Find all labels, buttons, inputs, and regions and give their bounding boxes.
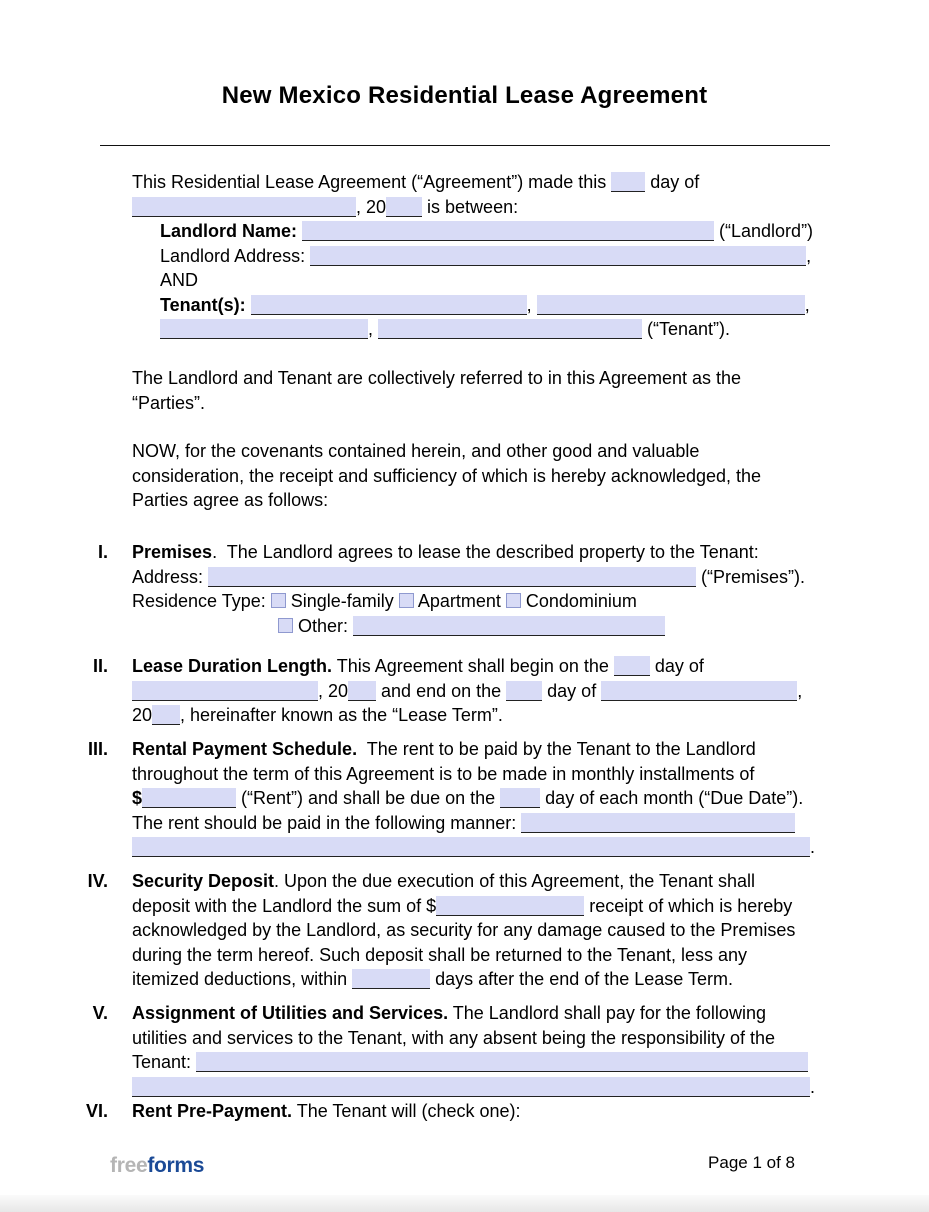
text-run: (“Landlord”) — [714, 221, 814, 241]
text-line — [160, 317, 832, 342]
text-line — [160, 244, 832, 269]
residence-type-label: Residence Type: — [132, 591, 271, 611]
section-lease-duration — [84, 654, 844, 728]
section-rental-payment — [84, 737, 844, 860]
section-title: Security Deposit — [132, 871, 275, 891]
document-title: New Mexico Residential Lease Agreement — [221, 82, 708, 109]
deposit-return-days-blank[interactable] — [352, 969, 430, 989]
landlord-address-label: Landlord Address: — [160, 245, 311, 266]
text-run: days after the end of the Lease Term. — [430, 969, 733, 989]
section-title: Lease Duration Length. — [132, 656, 333, 676]
section-title: Rent Pre-Payment. — [132, 1101, 293, 1121]
start-day-blank[interactable] — [614, 656, 650, 676]
year-blank[interactable] — [386, 197, 422, 217]
payment-manner-blank-1[interactable] — [521, 813, 795, 833]
text-line — [132, 170, 832, 195]
utilities-blank-1[interactable] — [196, 1052, 808, 1072]
text-line — [160, 268, 832, 293]
text-run: , — [368, 319, 379, 339]
text-run: day of each month (“Due Date”). — [540, 788, 804, 808]
text-run: , hereinafter known as the “Lease Term”. — [180, 705, 503, 725]
text-run: receipt of which is hereby — [584, 895, 793, 916]
text-line: during the term hereof. Such deposit shall be returned to the Tenant, less any — [132, 944, 748, 965]
text-line — [132, 869, 844, 894]
page-bottom-edge — [0, 1195, 929, 1212]
text-run: , 20 — [356, 196, 387, 217]
text-run: , — [804, 294, 810, 315]
text-run: . — [810, 1076, 816, 1097]
text-line — [132, 1099, 844, 1124]
logo-text-forms: forms — [147, 1154, 205, 1177]
text-line — [278, 614, 844, 639]
text-run: and end on the — [376, 680, 507, 701]
text-line: Parties agree as follows: — [132, 490, 329, 510]
start-year-blank[interactable] — [348, 681, 376, 701]
text-run: The rent should be paid in the following manner: — [132, 812, 522, 833]
logo-text-free: free — [110, 1154, 148, 1177]
section-utilities — [84, 1001, 844, 1099]
landlord-name-label: Landlord Name: — [160, 221, 303, 241]
text-run: , — [806, 245, 812, 266]
text-run: itemized deductions, within — [132, 969, 353, 989]
deposit-amount-blank[interactable] — [436, 896, 584, 916]
text-line — [132, 654, 844, 679]
text-line: The Landlord and Tenant are collectively referred to in this Agreement as the — [132, 368, 742, 388]
tenant-label: Tenant: — [132, 1052, 197, 1072]
tenants-label: Tenant(s): — [160, 294, 251, 315]
text-run: is between: — [422, 196, 519, 217]
text-line — [132, 894, 844, 919]
text-run: . Upon the due execution of this Agreement, the Tenant shall — [274, 871, 756, 891]
text-run: (“Rent”) and shall be due on the — [236, 788, 501, 808]
text-run: , — [526, 294, 537, 315]
and-label: AND — [160, 270, 199, 290]
section-premises — [84, 540, 844, 638]
start-month-blank[interactable] — [132, 681, 318, 701]
text-run: The Landlord shall pay for the following — [448, 1003, 766, 1023]
freeforms-logo[interactable] — [110, 1154, 204, 1179]
section-number: III. — [87, 739, 108, 759]
section-rent-prepayment — [84, 1099, 844, 1124]
text-line — [132, 195, 832, 220]
text-line: utilities and services to the Tenant, with any absent being the responsibility of the — [132, 1027, 776, 1048]
title-divider — [100, 145, 830, 146]
consideration-paragraph — [132, 439, 832, 513]
address-label: Address: — [132, 566, 209, 587]
text-run: The rent to be paid by the Tenant to the Landlord — [357, 739, 756, 759]
section-number: I. — [97, 542, 108, 562]
text-run: day of — [542, 680, 602, 701]
text-line — [132, 786, 844, 811]
section-number: IV. — [87, 871, 108, 891]
other-label: Other: — [293, 615, 354, 636]
text-run: , 20 — [318, 680, 349, 701]
text-line — [132, 1001, 844, 1026]
text-line: NOW, for the covenants contained herein, and other good and valuable — [132, 441, 700, 461]
text-run: day of — [645, 172, 700, 192]
single-family-label: Single-family — [285, 591, 399, 611]
text-run: . The Landlord agrees to lease the described property to the Tenant: — [212, 542, 759, 562]
text-line: consideration, the receipt and sufficiency of which is hereby acknowledged, the — [132, 465, 762, 486]
checkbox-condominium[interactable] — [506, 593, 521, 608]
text-line — [132, 967, 844, 992]
due-day-blank[interactable] — [500, 788, 540, 808]
text-line — [132, 1075, 844, 1100]
payment-manner-blank-2[interactable] — [132, 837, 810, 857]
page-indicator: Page 1 of 8 — [708, 1153, 795, 1172]
premises-address-blank[interactable] — [208, 567, 696, 587]
section-title: Assignment of Utilities and Services. — [132, 1003, 449, 1023]
text-run: day of — [649, 656, 704, 676]
text-line — [132, 540, 844, 565]
text-line — [160, 293, 832, 318]
tenant1-blank[interactable] — [251, 295, 527, 315]
landlord-address-blank[interactable] — [310, 246, 806, 266]
dollar-sign: $ — [132, 788, 143, 808]
text-line — [132, 1050, 844, 1075]
text-line — [132, 811, 844, 836]
month-blank[interactable] — [132, 197, 356, 217]
rent-amount-blank[interactable] — [142, 788, 236, 808]
apartment-label: Apartment — [413, 591, 506, 611]
section-number: V. — [92, 1003, 108, 1023]
text-line — [160, 219, 832, 244]
section-number: VI. — [85, 1101, 108, 1121]
end-month-blank[interactable] — [601, 681, 797, 701]
text-line — [132, 703, 844, 728]
text-run: deposit with the Landlord the sum of $ — [132, 895, 437, 916]
landlord-name-blank[interactable] — [302, 221, 714, 241]
text-run: (“Tenant”). — [642, 319, 731, 339]
text-line — [132, 737, 844, 762]
text-run: This Residential Lease Agreement (“Agreement”) made this — [132, 172, 612, 192]
condominium-label: Condominium — [520, 591, 637, 611]
text-run: 20 — [132, 705, 153, 725]
section-security-deposit — [84, 869, 844, 992]
text-line — [132, 589, 844, 614]
section-title: Premises — [132, 542, 213, 562]
parties-paragraph — [132, 366, 832, 415]
tenant4-blank[interactable] — [378, 319, 642, 339]
text-line: throughout the term of this Agreement is to be made in monthly installments of — [132, 763, 755, 784]
text-line: “Parties”. — [132, 392, 206, 413]
end-day-blank[interactable] — [506, 681, 542, 701]
other-residence-blank[interactable] — [353, 616, 665, 636]
end-year-blank[interactable] — [152, 705, 180, 725]
day-of-month-blank[interactable] — [611, 172, 645, 192]
text-line: acknowledged by the Landlord, as security for any damage caused to the Premises — [132, 920, 796, 940]
section-title: Rental Payment Schedule. — [132, 739, 358, 759]
section-number: II. — [92, 656, 108, 676]
text-run: (“Premises”). — [696, 566, 806, 587]
text-run: , — [797, 680, 803, 701]
text-line — [132, 565, 844, 590]
tenant2-blank[interactable] — [537, 295, 805, 315]
utilities-blank-2[interactable] — [132, 1077, 810, 1097]
checkbox-single-family[interactable] — [271, 593, 286, 608]
text-run: The Tenant will (check one): — [292, 1101, 521, 1121]
text-run: This Agreement shall begin on the — [332, 656, 614, 676]
tenant3-blank[interactable] — [160, 319, 368, 339]
checkbox-apartment[interactable] — [399, 593, 414, 608]
text-run: . — [810, 837, 816, 857]
intro-paragraph — [132, 170, 832, 342]
checkbox-other[interactable] — [278, 618, 293, 633]
text-line — [132, 835, 844, 860]
text-line — [132, 679, 844, 704]
